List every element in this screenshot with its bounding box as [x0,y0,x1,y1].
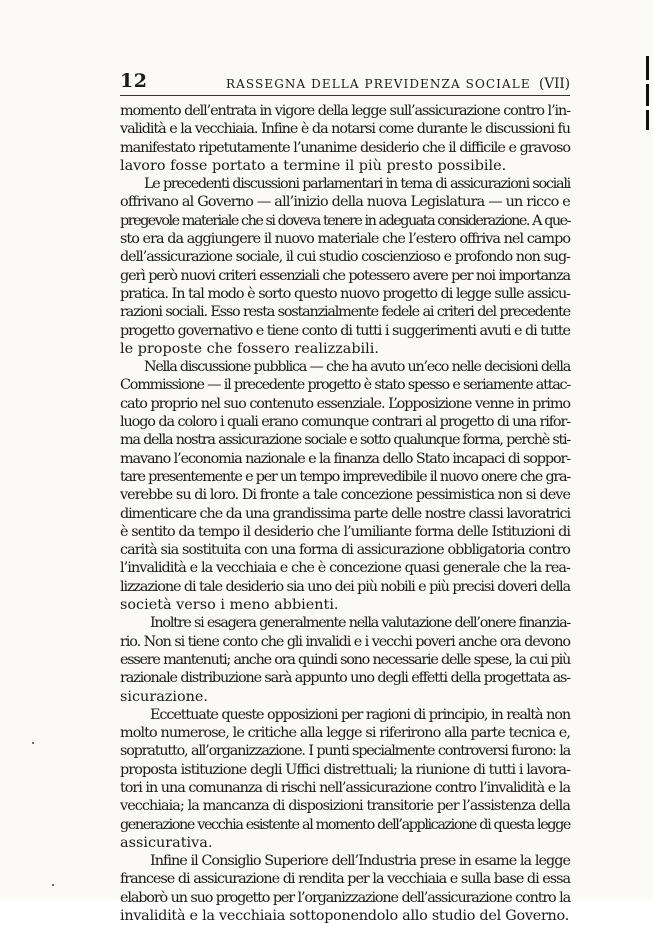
text-line: razioni sociali. Esso resta sostanzialmente fedele ai criteri del precedente [120,304,570,321]
text-line: pregevole materiale che si doveva tenere in adeguata considerazione. A que- [120,212,570,229]
text-line: razionale distribuzione sarà appunto uno degli effetti della progettata as- [120,670,570,687]
text-line: cato proprio nel suo contenuto essenziale. L’opposizione venne in primo [120,395,570,412]
body-text [120,102,570,925]
text-line: carità sia sostituita con una forma di assicurazione obbligatoria contro [120,542,570,559]
text-line: luogo da coloro i quali erano comunque contrari al progetto di una rifor- [120,414,570,431]
text-line: sopratutto, all’organizzazione. I punti specialmente controversi furono: la [120,743,570,760]
text-line: tare presentemente e per un tempo imprevedibile il nuovo onere che gra- [120,468,570,485]
paragraph [120,102,570,175]
text-line: manifestato ripetutamente l’unanime desiderio che il difficile e gravoso [120,139,570,156]
section-number: (VII) [539,76,570,92]
text-line: Commissione — il precedente progetto è stato spesso e seriamente attac- [120,377,570,394]
text-line: verebbe su di loro. Di fronte a tale concezione pessimistica non si deve [120,487,570,504]
binding-mark [646,56,649,80]
text-line: proposta istituzione degli Uffici distrettuali; la riunione di tutti i lavora- [120,761,570,778]
text-line: tori in una comunanza di rischi nell’assicurazione contro l’invalidità e la [120,779,570,796]
text-line: vecchiaia; la mancanza di disposizioni transitorie per l’assistenza della [120,798,570,815]
text-line: generazione vecchia esistente al momento dell’applicazione di questa legge [120,816,570,833]
text-line: Nella discussione pubblica — che ha avuto un’eco nelle decisioni della [144,359,570,376]
text-line: società verso i meno abbienti. [120,597,339,614]
text-line: l’invalidità e la vecchiaia e che è concezione quasi generale che la rea- [120,560,570,577]
text-line: momento dell’entrata in vigore della legge sull’assicurazione contro l’in- [120,103,570,119]
binding-mark [646,110,649,130]
text-line: pratica. In tal modo è sorto questo nuovo progetto di legge sulle assicu- [120,285,570,302]
text-line: lizzazione di tale desiderio sia uno dei più nobili e più precisi doveri della [120,578,570,595]
binding-marks [646,56,650,148]
text-line: Infine il Consiglio Superiore dell’Industria prese in esame la legge [150,853,570,870]
text-line: sicurazione. [120,688,208,705]
scan-speck [52,884,54,886]
text-line: gerì però nuovi criteri essenziali che potessero avere per noi importanza [120,267,570,284]
running-header [120,70,570,96]
text-line: dimenticare che da una grandissima parte delle nostre classi lavoratrici [120,505,570,522]
text-line: assicurativa. [120,834,213,851]
text-line: ma della nostra assicurazione sociale e sotto qualunque forma, perchè sti- [120,432,570,449]
journal-title: RASSEGNA DELLA PREVIDENZA SOCIALE [226,77,531,91]
text-line: francese di assicurazione di rendita per la vecchiaia e sulla base di essa [120,871,570,888]
paragraph [120,358,570,614]
text-line: Inoltre si esagera generalmente nella valutazione dell’onere finanzia- [150,615,570,632]
text-line: invalidità e la vecchiaia sottoponendolo allo studio del Governo. [120,908,569,925]
text-line: è sentito da tempo il desiderio che l’umiliante forma delle Istituzioni di [120,523,570,540]
text-line: sto era da aggiungere il nuovo materiale che l’estero offriva nel campo [120,231,570,248]
binding-mark [646,84,649,106]
text-line: dell’assicurazione sociale, il cui studio coscienzioso e profondo non sug- [120,249,570,266]
text-line: essere mantenuti; anche ora quindi sono necessarie delle spese, la cui più [120,651,570,668]
text-line: rio. Non si tiene conto che gli invalidi e i vecchi poveri anche ora devono [120,633,570,650]
page-number: 12 [120,70,148,92]
text-line: molto numerose, le critiche alla legge si riferirono alla parte tecnica e, [120,725,570,742]
paragraph [120,175,570,358]
text-line: Eccettuate queste opposizioni per ragioni di principio, in realtà non [150,706,570,723]
text-line: progetto governativo e tiene conto di tutti i suggerimenti avuti e di tutte [120,322,570,339]
text-line: validità e la vecchiaia. Infine è da notarsi come durante le discussioni fu [120,121,570,138]
text-line: lavoro fosse portato a termine il più presto possibile. [120,157,507,174]
text-line: le proposte che fossero realizzabili. [120,340,379,357]
text-line: elaborò un suo progetto per l’organizzazione dell’assicurazione contro la [120,889,570,906]
text-line: Le precedenti discussioni parlamentari in tema di assicurazioni sociali [144,176,570,193]
text-line: offrivano al Governo — all’inizio della nuova Legislatura — un ricco e [120,194,570,211]
text-line: mavano l’economia nazionale e la finanza dello Stato incapaci di soppor- [120,450,570,467]
paragraph [120,706,570,852]
paragraph [120,852,570,925]
scan-speck [32,742,34,744]
paragraph [120,614,570,705]
